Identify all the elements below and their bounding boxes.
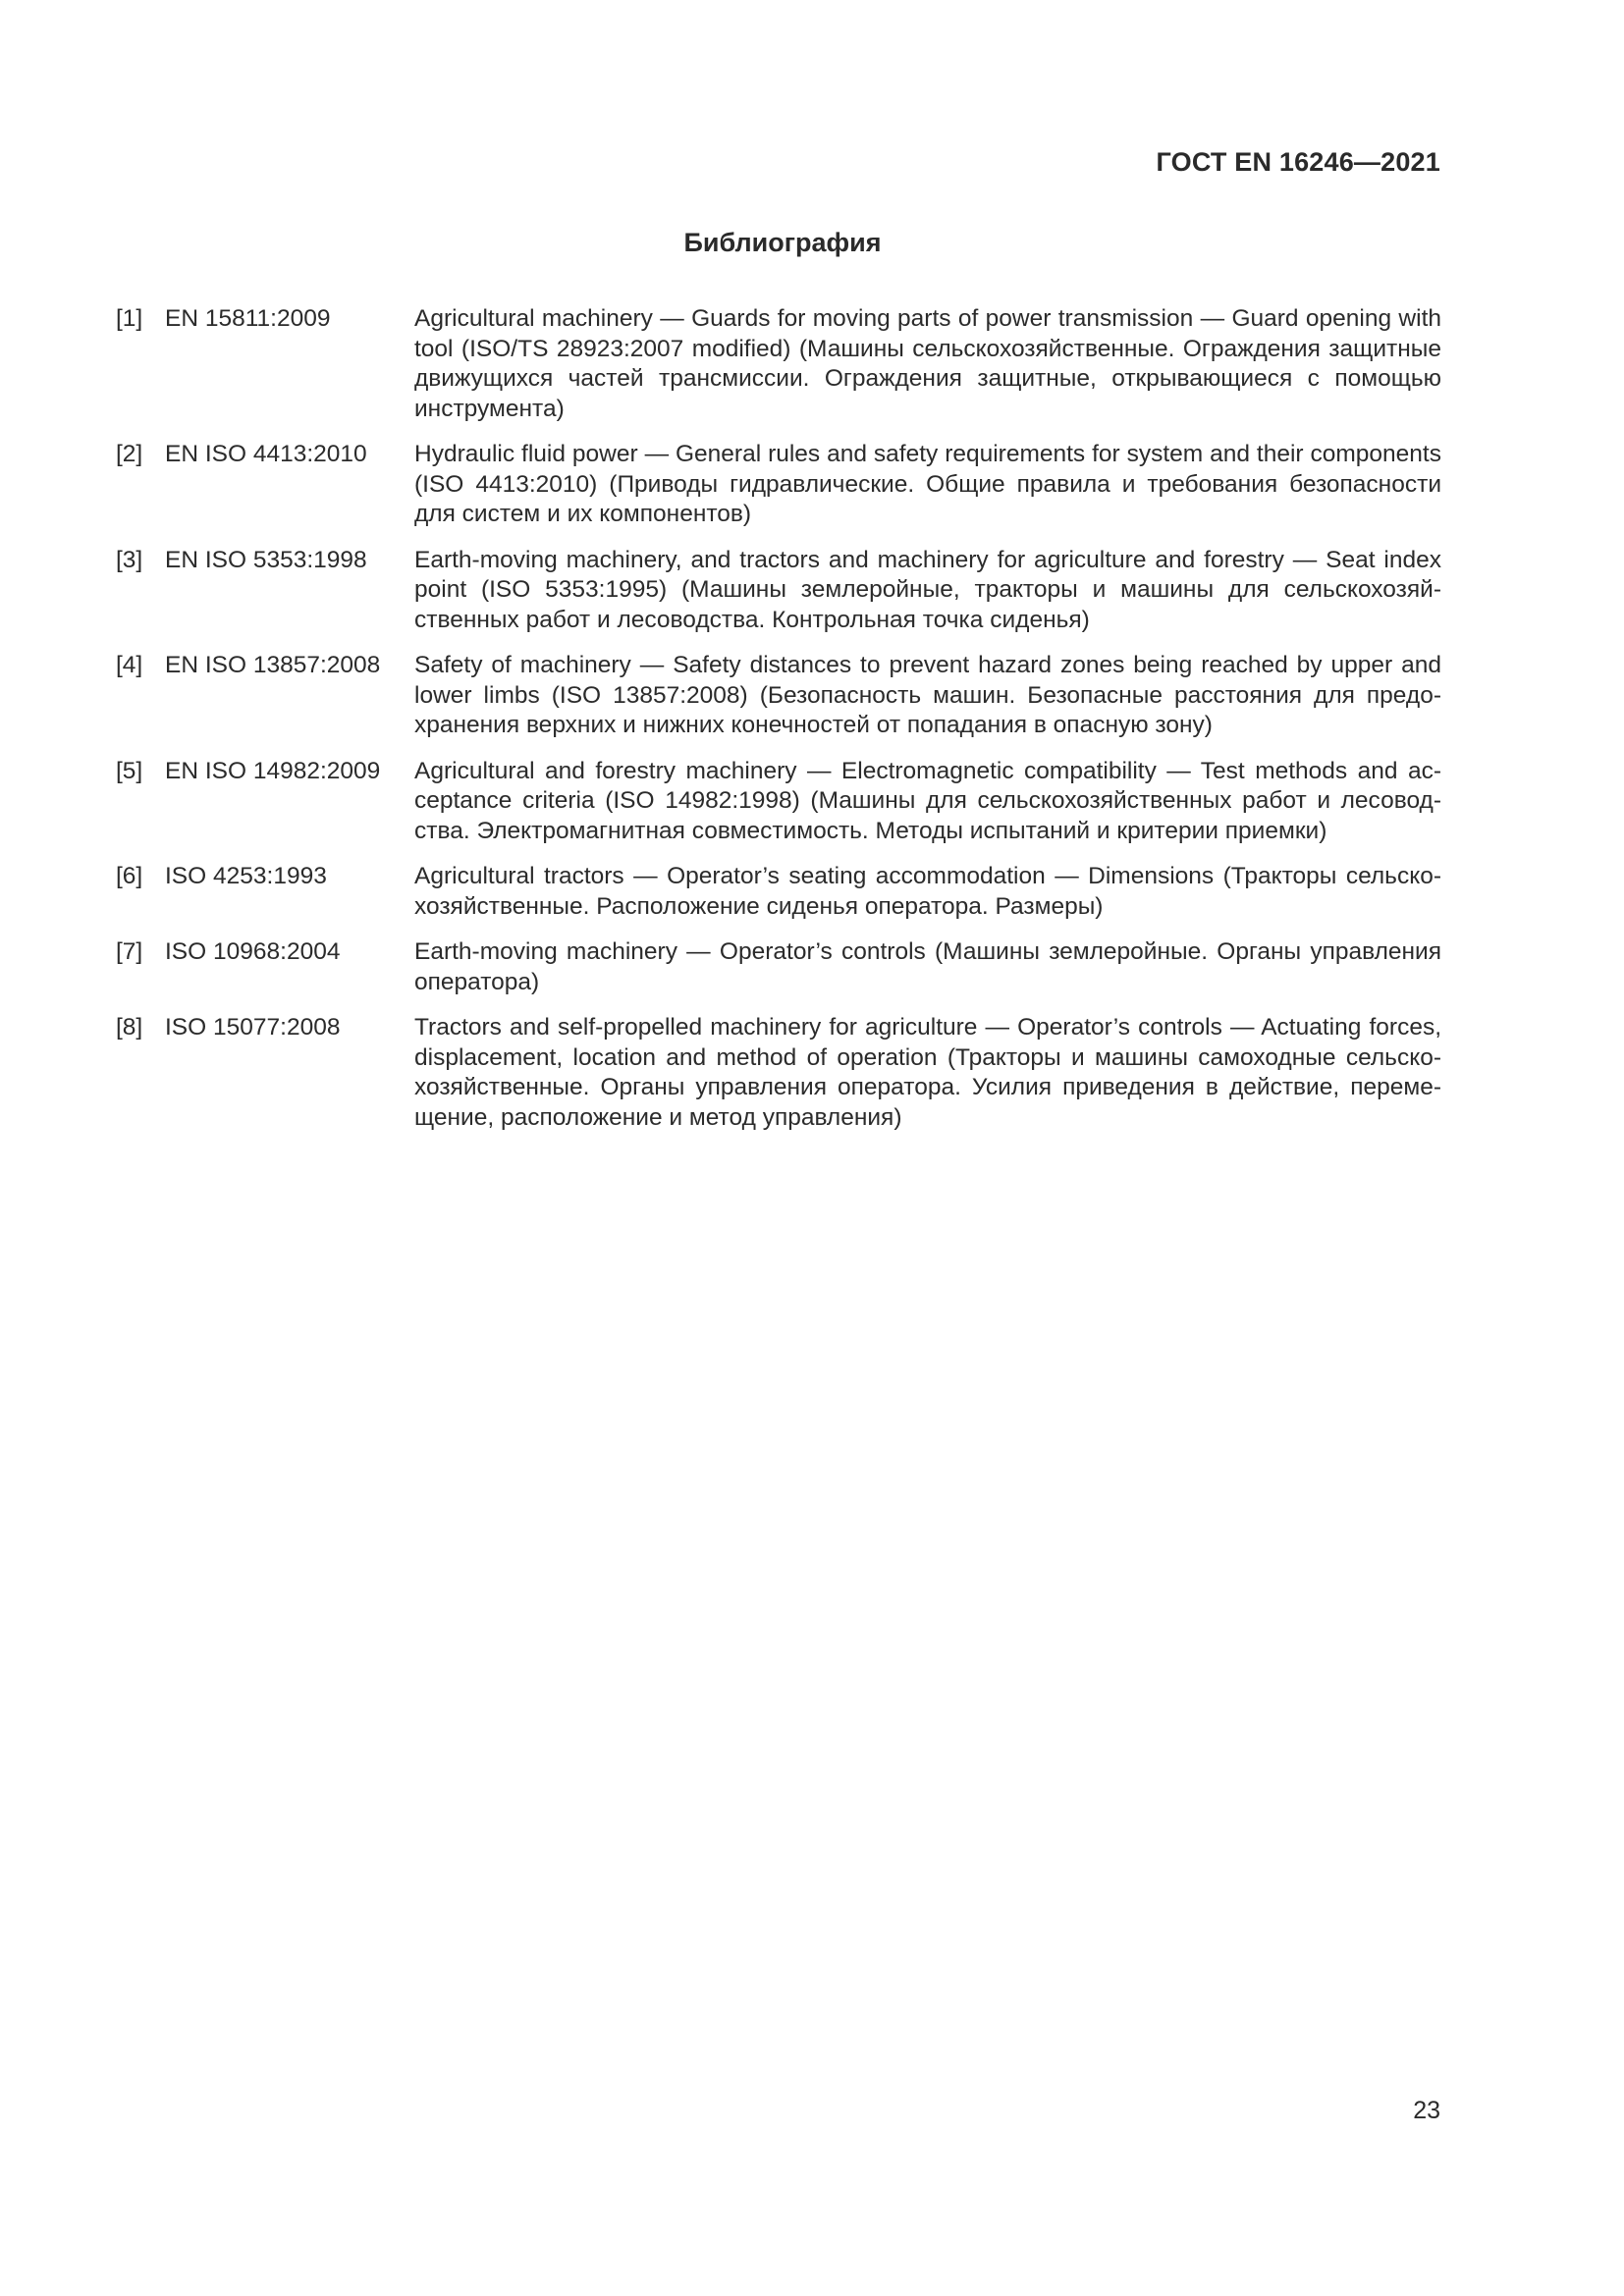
entry-description: Agricultural machinery — Guards for moving parts of power transmission — Guard opening with tool (ISO/TS 28923:2007 modified) (Машины сельскохозяйственные. Ограждения защитные движущихся частей трансмиссии. Ограждения защитные, открывающиеся с помощью инструмента): [414, 305, 1441, 422]
entry-number: [7]: [116, 938, 143, 965]
entry-standard-code: ISO 10968:2004: [165, 938, 341, 965]
entry-description: Earth-moving machinery — Operator’s controls (Машины землеройные. Органы управления оператора): [414, 938, 1441, 995]
entry-standard-code: EN 15811:2009: [165, 305, 331, 332]
entry-standard-code: EN ISO 5353:1998: [165, 546, 367, 573]
entry-number: [4]: [116, 652, 143, 678]
bibliography-entry: [116, 757, 1441, 847]
entry-number: [8]: [116, 1014, 143, 1041]
entry-standard-code: EN ISO 13857:2008: [165, 652, 381, 678]
bibliography-entry: [116, 651, 1441, 741]
entry-number: [6]: [116, 863, 143, 889]
bibliography-entry: [116, 937, 1441, 997]
bibliography-entry: [116, 862, 1441, 922]
entry-description: Tractors and self-propelled machinery for agriculture — Operator’s controls — Actuating forces, displacement, location and method of operation (Тракторы и машины самоходные сельскохозяйственные. Органы управления оператора. Усилия приведения в действие, перемещение, расположение и метод управления): [414, 1014, 1441, 1131]
entry-description: Agricultural tractors — Operator’s seating accommodation — Dimensions (Тракторы сельскохозяйственные. Расположение сиденья оператора. Размеры): [414, 863, 1441, 920]
page-number: 23: [1413, 2097, 1440, 2124]
bibliography-entry: [116, 546, 1441, 636]
entry-description: Agricultural and forestry machinery — Electromagnetic compatibility — Test methods and acceptance criteria (ISO 14982:1998) (Машины для сельскохозяйственных работ и лесоводства. Электромагнитная совместимость. Методы испытаний и критерии приемки): [414, 757, 1441, 844]
entry-number: [5]: [116, 757, 143, 784]
bibliography-entry: [116, 304, 1441, 424]
bibliography-list: [116, 304, 1441, 1148]
entry-standard-code: ISO 15077:2008: [165, 1014, 341, 1041]
document-code: ГОСТ EN 16246—2021: [1156, 147, 1440, 177]
entry-description: Earth-moving machinery, and tractors and machinery for agriculture and forestry — Seat index point (ISO 5353:1995) (Машины землеройные, тракторы и машины для сельскохозяйственных работ и лесоводства. Контрольная точка сиденья): [414, 546, 1441, 633]
entry-number: [1]: [116, 305, 143, 332]
bibliography-entry: [116, 440, 1441, 530]
bibliography-entry: [116, 1013, 1441, 1133]
entry-number: [3]: [116, 546, 143, 573]
entry-standard-code: ISO 4253:1993: [165, 863, 327, 889]
entry-standard-code: EN ISO 14982:2009: [165, 757, 381, 784]
entry-description: Safety of machinery — Safety distances to prevent hazard zones being reached by upper and lower limbs (ISO 13857:2008) (Безопасность машин. Безопасные расстояния для предохранения верхних и нижних конечностей от попадания в опасную зону): [414, 652, 1441, 738]
entry-number: [2]: [116, 441, 143, 467]
bibliography-title: Библиография: [683, 228, 882, 257]
entry-standard-code: EN ISO 4413:2010: [165, 441, 367, 467]
entry-description: Hydraulic fluid power — General rules and safety requirements for system and their components (ISO 4413:2010) (Приводы гидравлические. Общие правила и требования безопасности для систем и их компонентов): [414, 441, 1441, 527]
